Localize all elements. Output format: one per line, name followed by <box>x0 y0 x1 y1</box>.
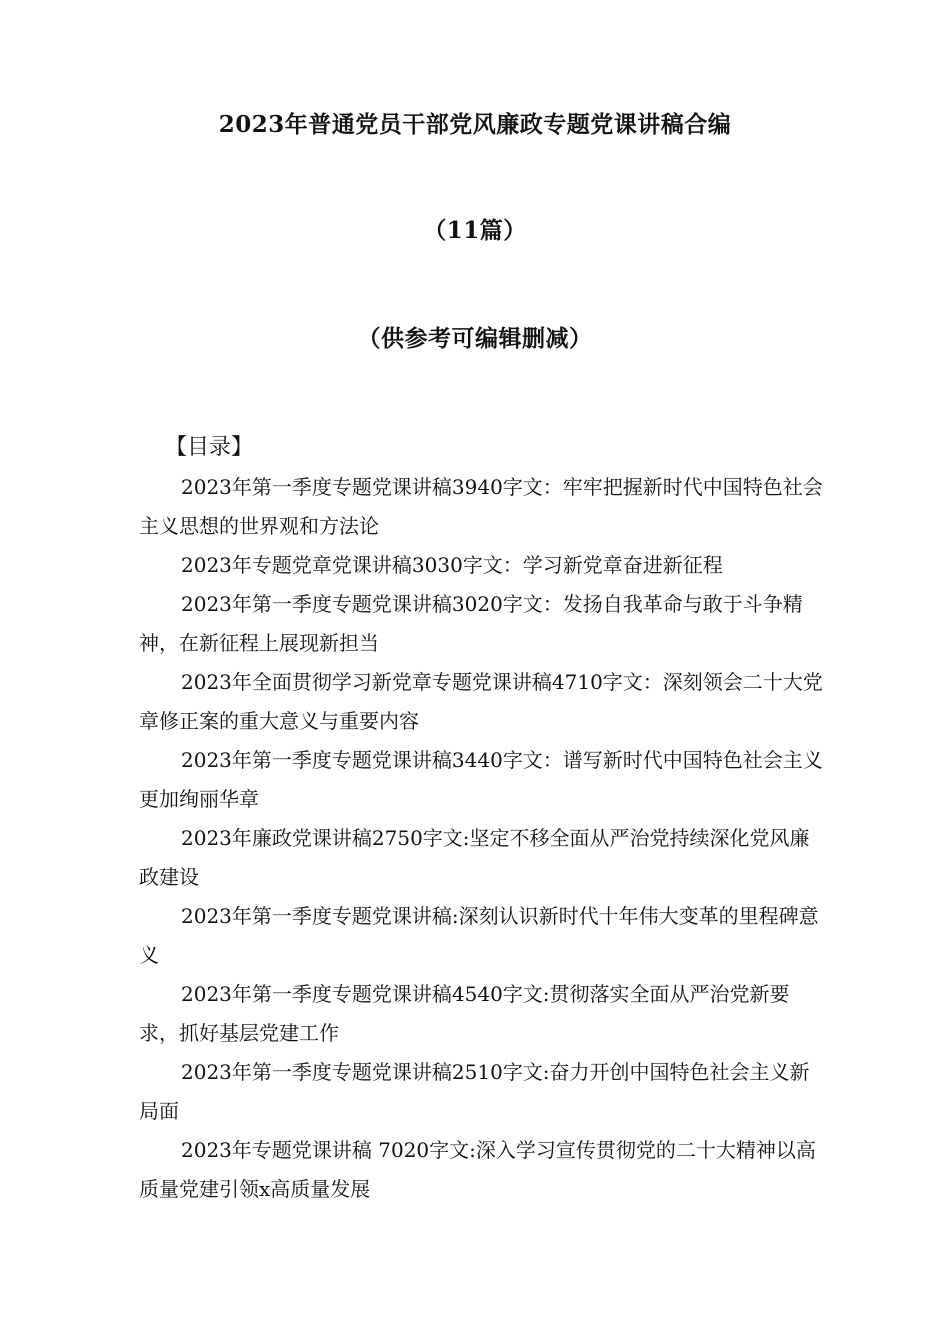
toc-item[interactable]: 2023年专题党课讲稿 7020字文:深入学习宣传贯彻党的二十大精神以高质量党建引领x高质量发展 <box>139 1138 816 1201</box>
toc-item[interactable]: 2023年专题党章党课讲稿3030字文：学习新党章奋进新征程 <box>181 553 723 577</box>
toc-heading: 【目录】 <box>165 435 254 460</box>
editing-note: （供参考可编辑删减） <box>357 325 593 352</box>
document-title: 2023年普通党员干部党风廉政专题党课讲稿合编 <box>218 111 732 138</box>
toc-item[interactable]: 2023年第一季度专题党课讲稿2510字文:奋力开创中国特色社会主义新局面 <box>139 1060 810 1123</box>
toc-item[interactable]: 2023年第一季度专题党课讲稿3020字文：发扬自我革命与敢于斗争精神，在新征程上展现新担当 <box>139 592 803 655</box>
table-of-contents <box>139 428 829 1209</box>
toc-item[interactable]: 2023年廉政党课讲稿2750字文:坚定不移全面从严治党持续深化党风廉政建设 <box>139 826 810 889</box>
article-count: （11篇） <box>423 217 527 244</box>
toc-item[interactable]: 2023年第一季度专题党课讲稿3440字文：谱写新时代中国特色社会主义更加绚丽华章 <box>139 748 823 811</box>
toc-list <box>139 468 829 1209</box>
toc-item[interactable]: 2023年第一季度专题党课讲稿3940字文：牢牢把握新时代中国特色社会主义思想的世界观和方法论 <box>139 475 823 538</box>
toc-item[interactable]: 2023年全面贯彻学习新党章专题党课讲稿4710字文：深刻领会二十大党章修正案的重大意义与重要内容 <box>139 670 823 733</box>
toc-item[interactable]: 2023年第一季度专题党课讲稿:深刻认识新时代十年伟大变革的里程碑意义 <box>139 904 819 967</box>
toc-item[interactable]: 2023年第一季度专题党课讲稿4540字文:贯彻落实全面从严治党新要求，抓好基层党建工作 <box>139 982 790 1045</box>
